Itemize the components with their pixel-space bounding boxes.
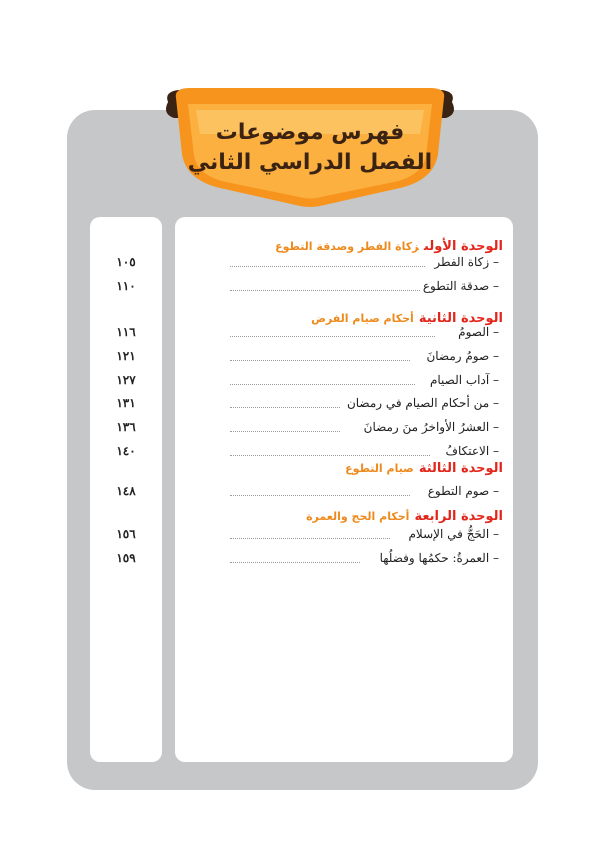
- banner-title-line1: فهرس موضوعات: [215, 120, 405, 145]
- unit-label: الوحدة الرابعة: [414, 509, 503, 524]
- leader-dots: [230, 407, 340, 408]
- leader-dots: [230, 384, 415, 385]
- page-number: ١٢٧: [116, 373, 136, 387]
- page-number: ١٢١: [116, 349, 136, 363]
- page-number: ١٥٦: [116, 527, 136, 541]
- page-number: ١٣١: [116, 396, 136, 410]
- unit-label: الوحدة الثانية: [418, 311, 503, 326]
- lesson-title: – صومُ رمضانَ: [426, 349, 499, 363]
- title-banner: [160, 84, 460, 214]
- leader-dots: [230, 290, 420, 291]
- unit-label: الوحدة الأولى: [424, 239, 503, 254]
- page-number: ١٠٥: [116, 255, 136, 269]
- lesson-title: – آداب الصيام: [429, 373, 499, 387]
- unit-title: أحكام صيام الفرض: [311, 312, 414, 325]
- unit-heading: [345, 459, 503, 477]
- lesson-title: – من أحكام الصيام في رمضان: [346, 396, 499, 410]
- lesson-title: – الاعتكافُ: [445, 444, 499, 458]
- leader-dots: [230, 266, 425, 267]
- unit-label: الوحدة الثالثة: [418, 461, 503, 476]
- lesson-title: – العمرةُ: حكمُها وفضلُها: [379, 551, 499, 565]
- unit-heading: [275, 237, 503, 255]
- lesson-title: – صوم التطوع: [427, 484, 499, 498]
- leader-dots: [230, 360, 410, 361]
- page-number: ١٤٨: [116, 484, 136, 498]
- unit-title: زكاة الفطر وصدقة التطوع: [275, 240, 420, 253]
- toc-panel: [175, 217, 513, 762]
- lesson-title: – الحَجُّ في الإسلام: [408, 527, 499, 541]
- leader-dots: [230, 455, 430, 456]
- leader-dots: [230, 562, 360, 563]
- page-number: ١٥٩: [116, 551, 136, 565]
- page-number: ١٣٦: [116, 420, 136, 434]
- lesson-title: – زكاة الفطر: [434, 255, 499, 269]
- lesson-title: – الصومُ: [458, 325, 499, 339]
- lesson-title: – صدقة التطوع: [422, 279, 499, 293]
- page-number: ١١٠: [116, 279, 136, 293]
- leader-dots: [230, 495, 410, 496]
- banner-title-line2: الفصل الدراسي الثاني: [187, 150, 433, 175]
- unit-title: صيام التطوع: [345, 462, 414, 475]
- leader-dots: [230, 336, 435, 337]
- lesson-title: – العشرُ الأواخرُ منَ رمضانَ: [363, 420, 499, 434]
- unit-heading: [306, 507, 503, 525]
- page-numbers-column: [90, 217, 162, 762]
- leader-dots: [230, 431, 340, 432]
- page-number: ١٤٠: [116, 444, 136, 458]
- page-number: ١١٦: [116, 325, 136, 339]
- unit-title: أحكام الحج والعمرة: [306, 510, 410, 523]
- leader-dots: [230, 538, 390, 539]
